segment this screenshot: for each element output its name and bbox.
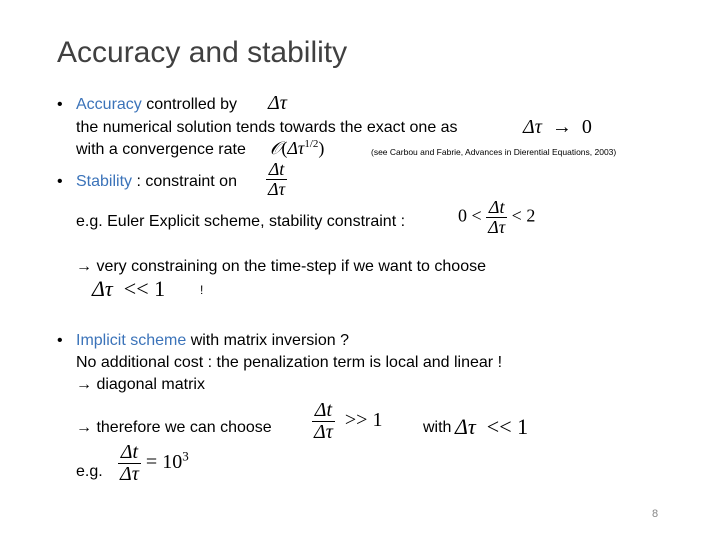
with-text: with [423,419,452,436]
constraining-exclamation: ! [200,283,204,297]
accuracy-line-3: with a convergence rate [76,141,246,158]
math-delta-tau-to-zero: Δτ → 0 [523,116,592,138]
bullet-implicit-marker: • [57,332,63,349]
constraining-line: → very constraining on the time-step if we want to choose [76,258,486,275]
bullet-stability-marker: • [57,173,63,190]
math-frac-gg-one: $\frac{\Delta t}{\Delta\tau}$ >> 1 [314,399,383,443]
arrow-glyph-1: → [76,258,92,275]
slide-title: Accuracy and stability [57,36,348,69]
accuracy-line-2: the numerical solution tends towards the exact one as [76,119,458,136]
page-number: 8 [652,508,659,520]
euler-line: e.g. Euler Explicit scheme, stability constraint : [76,213,406,230]
arrow-glyph-3: → [76,419,92,436]
choose-line: → therefore we can choose [76,419,272,436]
accuracy-keyword: Accuracy [76,96,142,113]
accuracy-text-1: controlled by [141,96,237,113]
arrow-glyph-2: → [76,376,92,393]
math-euler-constraint: 0 < $\frac{\Delta t}{\Delta\tau}$ < 2 [458,197,536,237]
implicit-line-2: No additional cost : the penalization term is local and linear ! [76,354,503,371]
math-delta-tau-accuracy: Δτ [268,92,287,114]
math-convergence-rate: $𝒪(\Delta\tau^{1/2})$ [270,138,325,158]
stability-keyword: Stability [76,173,133,190]
implicit-line-3: → diagonal matrix [76,376,205,393]
implicit-text: with matrix inversion ? [186,332,349,349]
implicit-keyword: Implicit scheme [76,332,187,349]
math-dtau-ll-one: Δτ << 1 [92,276,166,301]
math-frac-eq-ten-cubed: $\frac{\Delta t}{\Delta\tau}$ = $10^3$ [120,441,189,485]
math-dtau-ll-one-2: Δτ << 1 [455,414,529,439]
accuracy-line-1 [76,95,237,115]
bullet-accuracy-marker: • [57,96,63,113]
citation: (see Carbou and Fabrie, Advances in Dierential Equations, 2003) [371,147,617,157]
stability-text: : constraint on [132,173,237,190]
math-frac-dt-dtau-stability: $\frac{\Delta t}{\Delta\tau}$ [268,159,286,199]
stability-line [76,172,237,192]
eg-text: e.g. [76,463,103,480]
implicit-line-1 [76,331,349,351]
